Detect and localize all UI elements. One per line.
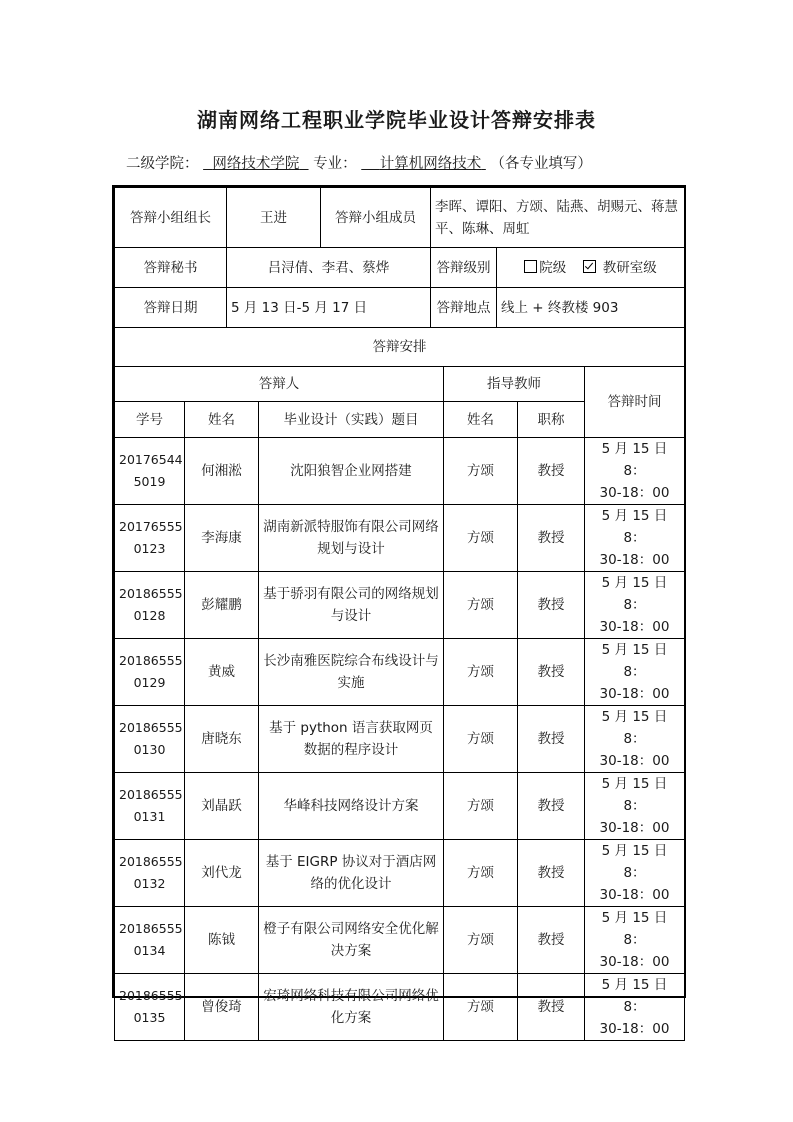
student-name: 彭耀鹏	[185, 572, 259, 639]
table-row	[115, 773, 685, 840]
topic: 橙子有限公司网络安全优化解决方案	[259, 907, 444, 974]
col-name: 姓名	[185, 402, 259, 438]
schedule-label: 答辩安排	[115, 328, 685, 367]
student-name: 何湘淞	[185, 438, 259, 505]
document-subheader	[126, 152, 592, 173]
header-time: 答辩时间	[585, 367, 685, 438]
advisor-title: 教授	[518, 907, 585, 974]
advisor-name: 方颂	[444, 840, 518, 907]
advisor-title: 教授	[518, 840, 585, 907]
advisor-name: 方颂	[444, 438, 518, 505]
defense-time: 5 月 15 日 8： 30-18：00	[585, 840, 685, 907]
student-name: 唐晓东	[185, 706, 259, 773]
student-id: 20176544 5019	[115, 438, 185, 505]
defense-time: 5 月 15 日 8： 30-18：00	[585, 639, 685, 706]
table-row	[115, 840, 685, 907]
advisor-title: 教授	[518, 438, 585, 505]
table-row	[115, 706, 685, 773]
major-value: 计算机网络技术	[379, 156, 482, 172]
checkbox-icon[interactable]	[524, 260, 537, 273]
student-id: 20186555 0134	[115, 907, 185, 974]
table-row	[115, 505, 685, 572]
panel-info-table	[114, 187, 685, 367]
checked-checkbox-icon[interactable]	[583, 260, 596, 273]
table-row	[115, 974, 685, 1041]
advisor-name: 方颂	[444, 572, 518, 639]
student-name: 陈钺	[185, 907, 259, 974]
advisor-title: 教授	[518, 706, 585, 773]
col-advisor-title: 职称	[518, 402, 585, 438]
defense-time: 5 月 15 日 8： 30-18：00	[585, 974, 685, 1041]
student-name: 黄威	[185, 639, 259, 706]
level-option-2: 教研室级	[602, 259, 657, 276]
student-id: 20186555 0135	[115, 974, 185, 1041]
advisor-title: 教授	[518, 505, 585, 572]
level-label: 答辩级别	[431, 248, 497, 288]
defense-time: 5 月 15 日 8： 30-18：00	[585, 572, 685, 639]
defense-time: 5 月 15 日 8： 30-18：00	[585, 907, 685, 974]
major-note: （各专业填写）	[490, 156, 592, 172]
advisor-name: 方颂	[444, 974, 518, 1041]
topic: 宏琦网络科技有限公司网络优化方案	[259, 974, 444, 1041]
table-row	[115, 438, 685, 505]
secretary-value: 吕浔倩、李君、蔡烨	[227, 248, 431, 288]
header-advisor: 指导教师	[444, 367, 585, 402]
col-id: 学号	[115, 402, 185, 438]
place-label: 答辩地点	[431, 288, 497, 328]
advisor-title: 教授	[518, 773, 585, 840]
student-id: 20186555 0128	[115, 572, 185, 639]
level-options	[497, 248, 685, 288]
topic: 长沙南雅医院综合布线设计与实施	[259, 639, 444, 706]
student-name: 刘晶跃	[185, 773, 259, 840]
student-id: 20186555 0132	[115, 840, 185, 907]
place-value: 线上 + 终教楼 903	[497, 288, 685, 328]
advisor-name: 方颂	[444, 706, 518, 773]
student-name: 李海康	[185, 505, 259, 572]
table-row	[115, 572, 685, 639]
student-id: 20186555 0131	[115, 773, 185, 840]
topic: 基于 EIGRP 协议对于酒店网络的优化设计	[259, 840, 444, 907]
level-option-1: 院级	[539, 259, 567, 276]
advisor-name: 方颂	[444, 639, 518, 706]
topic: 湖南新派特服饰有限公司网络规划与设计	[259, 505, 444, 572]
advisor-title: 教授	[518, 974, 585, 1041]
college-label: 二级学院：	[126, 156, 199, 172]
members-label: 答辩小组成员	[321, 188, 431, 248]
col-topic: 毕业设计（实践）题目	[259, 402, 444, 438]
leader-value: 王进	[227, 188, 321, 248]
col-advisor-name: 姓名	[444, 402, 518, 438]
advisor-name: 方颂	[444, 773, 518, 840]
defense-time: 5 月 15 日 8： 30-18：00	[585, 706, 685, 773]
topic: 华峰科技网络设计方案	[259, 773, 444, 840]
date-value: 5 月 13 日-5 月 17 日	[227, 288, 431, 328]
date-label: 答辩日期	[115, 288, 227, 328]
schedule-table	[114, 366, 685, 1041]
topic: 沈阳狼智企业网搭建	[259, 438, 444, 505]
major-label: 专业：	[313, 156, 357, 172]
defense-time: 5 月 15 日 8： 30-18：00	[585, 438, 685, 505]
student-name: 曾俊琦	[185, 974, 259, 1041]
defense-time: 5 月 15 日 8： 30-18：00	[585, 773, 685, 840]
student-id: 20176555 0123	[115, 505, 185, 572]
document-title: 湖南网络工程职业学院毕业设计答辩安排表	[197, 108, 596, 132]
table-row	[115, 639, 685, 706]
student-name: 刘代龙	[185, 840, 259, 907]
secretary-label: 答辩秘书	[115, 248, 227, 288]
topic: 基于骄羽有限公司的网络规划与设计	[259, 572, 444, 639]
college-value: 网络技术学院	[212, 156, 300, 172]
topic: 基于 python 语言获取网页数据的程序设计	[259, 706, 444, 773]
leader-label: 答辩小组组长	[115, 188, 227, 248]
advisor-title: 教授	[518, 639, 585, 706]
members-value: 李晖、谭阳、方颂、陆燕、胡赐元、蒋慧平、陈琳、周虹	[431, 188, 685, 248]
header-student: 答辩人	[115, 367, 444, 402]
student-id: 20186555 0130	[115, 706, 185, 773]
advisor-name: 方颂	[444, 505, 518, 572]
advisor-title: 教授	[518, 572, 585, 639]
table-row	[115, 907, 685, 974]
advisor-name: 方颂	[444, 907, 518, 974]
defense-time: 5 月 15 日 8： 30-18：00	[585, 505, 685, 572]
student-id: 20186555 0129	[115, 639, 185, 706]
